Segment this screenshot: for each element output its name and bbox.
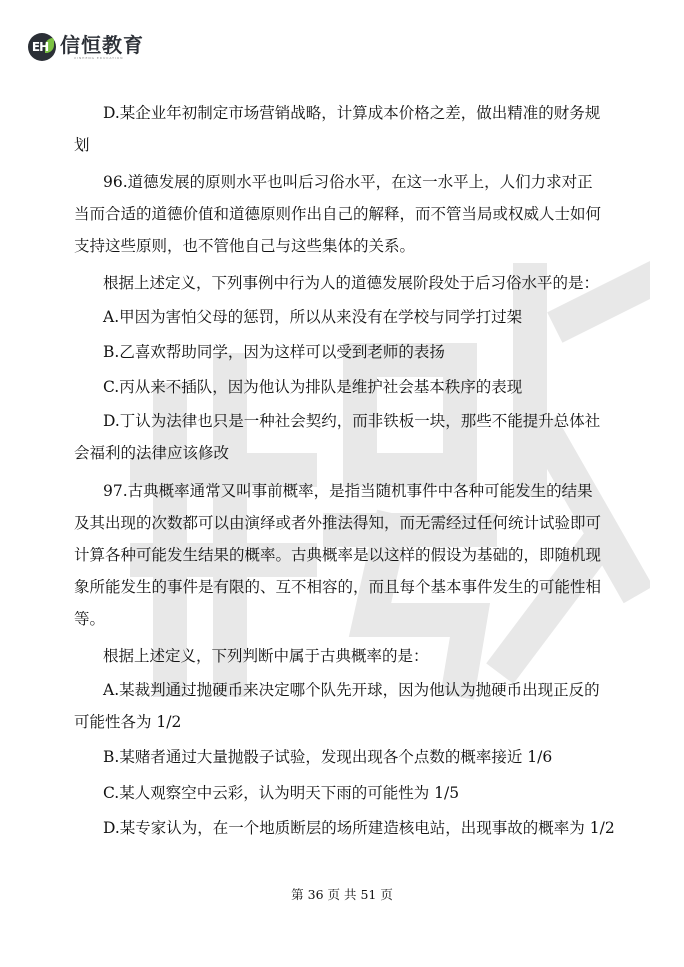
option-d: D.某专家认为，在一个地质断层的场所建造核电站，出现事故的概率为 1/2	[103, 819, 615, 837]
text-line: D.某企业年初制定市场营销战略，计算成本价格之差，做出精准的财务规	[103, 104, 601, 122]
text-line: 支持这些原则，也不管他自己与这些集体的关系。	[74, 237, 416, 255]
text-line: 可能性各为 1/2	[74, 713, 182, 731]
brand-name: 信恒教育	[60, 33, 144, 57]
question-96: 96.道德发展的原则水平也叫后习俗水平，在这一水平上，人们力求对正	[103, 173, 593, 191]
option-a: A.某裁判通过抛硬币来决定哪个队先开球，因为他认为抛硬币出现正反的	[103, 681, 600, 699]
option-c: C.丙从来不插队，因为他认为排队是维护社会基本秩序的表现	[103, 378, 523, 396]
option-b: B.乙喜欢帮助同学，因为这样可以受到老师的表扬	[103, 343, 445, 361]
question-stem: 根据上述定义，下列判断中属于古典概率的是：	[103, 647, 429, 665]
text-line: 会福利的法律应该修改	[74, 444, 230, 462]
brand-subtitle: XINHENG EDUCATION	[74, 56, 124, 60]
text-line: 计算各种可能发生结果的概率。古典概率是以这样的假设为基础的，即随机现	[74, 546, 602, 564]
question-stem: 根据上述定义，下列事例中行为人的道德发展阶段处于后习俗水平的是：	[103, 274, 600, 292]
option-c: C.某人观察空中云彩，认为明天下雨的可能性为 1/5	[103, 784, 460, 802]
text-line: 划	[74, 136, 90, 154]
option-d: D.丁认为法律也只是一种社会契约，而非铁板一块，那些不能提升总体社	[103, 412, 601, 430]
page-number: 第 36 页 共 51 页	[291, 887, 393, 902]
text-line: 等。	[74, 610, 106, 628]
header-logo	[28, 30, 144, 64]
option-a: A.甲因为害怕父母的惩罚，所以从来没有在学校与同学打过架	[103, 308, 523, 326]
logo-icon: EH	[28, 33, 56, 61]
question-97: 97.古典概率通常又叫事前概率，是指当随机事件中各种可能发生的结果	[103, 482, 593, 500]
text-line: 当而合适的道德价值和道德原则作出自己的解释，而不管当局或权威人士如何	[74, 205, 602, 223]
text-line: 及其出现的次数都可以由演绎或者外推法得知，而无需经过任何统计试验即可	[74, 514, 602, 532]
option-b: B.某赌者通过大量抛骰子试验，发现出现各个点数的概率接近 1/6	[103, 748, 553, 766]
text-line: 象所能发生的事件是有限的、互不相容的，而且每个基本事件发生的可能性相	[74, 578, 602, 596]
